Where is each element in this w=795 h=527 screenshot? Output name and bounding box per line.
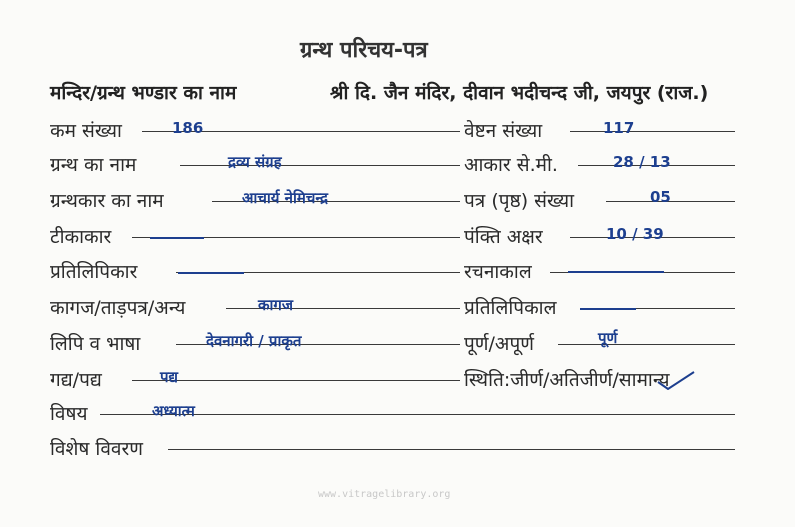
gadya-padya-value: पद्य bbox=[160, 368, 178, 386]
vishesh-vivaran-line bbox=[168, 449, 735, 450]
check-mark-icon bbox=[656, 370, 696, 390]
lipi-bhasha-label: लिपि व भाषा bbox=[50, 333, 141, 355]
granth-naam-label: ग्रन्थ का नाम bbox=[50, 154, 137, 176]
poorn-value: पूर्ण bbox=[598, 329, 618, 347]
temple-label: मन्दिर/ग्रन्थ भण्डार का नाम bbox=[50, 82, 237, 104]
rachnaakaal-label: रचनाकाल bbox=[464, 261, 532, 283]
granthkaar-value: आचार्य नेमिचन्द्र bbox=[242, 189, 328, 207]
rachnaakaal-blank-dash bbox=[568, 271, 664, 273]
aakaar-value: 28 / 13 bbox=[613, 153, 671, 171]
patra-sankhya-value: 05 bbox=[650, 188, 671, 206]
pankti-akshar-value: 10 / 39 bbox=[606, 225, 664, 243]
poorn-line bbox=[558, 344, 735, 345]
veshtan-sankhya-label: वेष्टन संख्या bbox=[464, 120, 543, 142]
vishay-value: अध्यात्म bbox=[152, 402, 195, 420]
veshtan-sankhya-value: 117 bbox=[603, 119, 635, 137]
gadya-padya-label: गद्य/पद्य bbox=[50, 369, 102, 391]
granth-naam-line bbox=[180, 165, 460, 166]
vishesh-vivaran-label: विशेष विवरण bbox=[50, 438, 143, 460]
kaagaj-value: कागज bbox=[258, 296, 293, 314]
watermark: www.vitragelibrary.org bbox=[318, 489, 451, 500]
pratilipikaar-label: प्रतिलिपिकार bbox=[50, 261, 138, 283]
teekaakaar-blank-dash bbox=[150, 237, 204, 239]
lipi-bhasha-value: देवनागरी / प्राकृत bbox=[206, 332, 302, 350]
vishay-label: विषय bbox=[50, 403, 88, 425]
pratilipikaar-blank-dash bbox=[178, 272, 244, 274]
pratilipikaal-label: प्रतिलिपिकाल bbox=[464, 297, 557, 319]
veshtan-sankhya-line bbox=[570, 131, 735, 132]
pankti-akshar-label: पंक्ति अक्षर bbox=[464, 226, 543, 248]
gadya-padya-line bbox=[132, 380, 460, 381]
granthkaar-label: ग्रन्थकार का नाम bbox=[50, 190, 164, 212]
temple-value: श्री दि. जैन मंदिर, दीवान भदीचन्द जी, जयपुर (राज.) bbox=[330, 82, 709, 104]
patra-sankhya-label: पत्र (पृष्ठ) संख्या bbox=[464, 190, 575, 212]
sthiti-label: स्थिति:जीर्ण/अतिजीर्ण/सामान्य bbox=[464, 369, 670, 391]
vishay-line bbox=[100, 414, 735, 415]
poorn-label: पूर्ण/अपूर्ण bbox=[464, 333, 534, 355]
card-title: ग्रन्थ परिचय-पत्र bbox=[300, 38, 428, 63]
aakaar-label: आकार से.मी. bbox=[464, 154, 558, 176]
teekaakaar-label: टीकाकार bbox=[50, 226, 112, 248]
krama-sankhya-label: कम संख्या bbox=[50, 120, 122, 142]
krama-sankhya-value: 186 bbox=[172, 119, 204, 137]
pratilipikaal-blank-dash bbox=[580, 308, 636, 310]
kaagaj-label: कागज/ताड़पत्र/अन्य bbox=[50, 297, 186, 319]
granth-naam-value: द्रव्य संग्रह bbox=[228, 153, 282, 171]
